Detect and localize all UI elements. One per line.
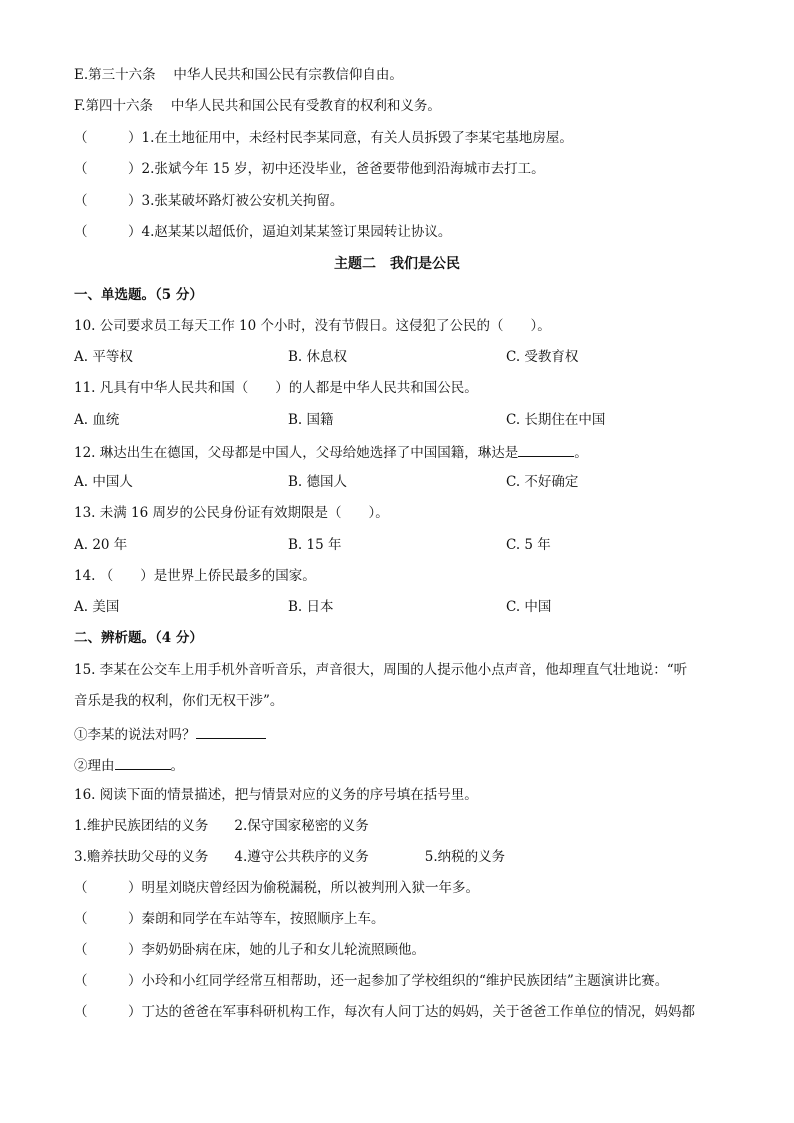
q12-stem-text: 12. 琳达出生在德国，父母都是中国人，父母给她选择了中国国籍，琳达是 [74,445,519,461]
duty-5: 5.纳税的义务 [424,849,506,865]
q15-sub1-blank[interactable] [196,724,266,739]
scenario-2: （ ）秦朗和同学在车站等车，按照顺序上车。 [74,911,385,927]
section2-heading: 二、辨析题。（4 分） [74,630,203,646]
q14-option-b: B. 日本 [288,599,334,615]
duties-row-2 [74,848,505,866]
q14-option-a: A. 美国 [74,599,120,615]
question-14-stem: 14. （ ）是世界上侨民最多的国家。 [74,568,316,584]
q15-sub2-blank[interactable] [115,755,171,770]
article-e-line: E.第三十六条 中华人民共和国公民有宗教信仰自由。 [74,67,403,83]
question-16-stem: 16. 阅读下面的情景描述，把与情景对应的义务的序号填在括号里。 [74,787,478,803]
q13-option-c: C. 5 年 [506,537,551,553]
match-item-3: （ ）3.张某破坏路灯被公安机关拘留。 [74,193,344,209]
scenario-5: （ ）丁达的爸爸在军事科研机构工作，每次有人问丁达的妈妈，关于爸爸工作单位的情况，妈妈都 [74,1004,695,1020]
q14-option-c: C. 中国 [506,599,552,615]
match-item-2: （ ）2.张斌今年 15 岁，初中还没毕业，爸爸要带他到沿海城市去打工。 [74,161,545,177]
duty-4: 4.遵守公共秩序的义务 [234,849,369,865]
q12-option-c: C. 不好确定 [506,474,579,490]
section1-heading: 一、单选题。（5 分） [74,287,203,303]
q15-sub2-end: 。 [170,758,184,774]
duties-row-1 [74,817,369,835]
scenario-1: （ ）明星刘晓庆曾经因为偷税漏税，所以被判刑入狱一年多。 [74,880,479,896]
q11-option-a: A. 血统 [74,412,120,428]
question-15-line1: 15. 李某在公交车上用手机外音听音乐，声音很大，周围的人提示他小点声音，他却理直气壮地说：“听 [74,662,688,678]
q10-option-b: B. 休息权 [288,349,348,365]
q11-option-c: C. 长期住在中国 [506,412,606,428]
theme-title: 主题二 我们是公民 [334,256,460,272]
question-15-sub1 [74,724,266,744]
question-15-sub2 [74,755,184,775]
match-item-1: （ ）1.在土地征用中，未经村民李某同意，有关人员拆毁了李某宅基地房屋。 [74,130,573,146]
q13-option-a: A. 20 年 [74,537,128,553]
question-11-stem: 11. 凡具有中华人民共和国（ ）的人都是中华人民共和国公民。 [74,380,478,396]
scenario-3: （ ）李奶奶卧病在床，她的儿子和女儿轮流照顾他。 [74,942,425,958]
q12-answer-blank[interactable] [518,442,574,457]
duty-1: 1.维护民族团结的义务 [74,818,209,834]
question-15-line2: 音乐是我的权利，你们无权干涉”。 [74,693,284,709]
q13-option-b: B. 15 年 [288,537,342,553]
question-10-stem: 10. 公司要求员工每天工作 10 个小时，没有节假日。这侵犯了公民的（ ）。 [74,318,551,334]
q11-option-b: B. 国籍 [288,412,334,428]
q15-sub2-text: ②理由 [74,758,115,774]
scenario-4: （ ）小玲和小红同学经常互相帮助，还一起参加了学校组织的“维护民族团结”主题演讲比赛。 [74,973,669,989]
match-item-4: （ ）4.赵某某以超低价，逼迫刘某某签订果园转让协议。 [74,224,452,240]
article-f-line: F.第四十六条 中华人民共和国公民有受教育的权利和义务。 [74,98,441,114]
duty-2: 2.保守国家秘密的义务 [234,818,369,834]
q12-option-b: B. 德国人 [288,474,348,490]
q10-option-c: C. 受教育权 [506,349,579,365]
question-12-stem [74,442,588,462]
q12-option-a: A. 中国人 [74,474,133,490]
q15-sub1-text: ①李某的说法对吗？ [74,727,196,743]
duty-3: 3.赡养扶助父母的义务 [74,849,209,865]
question-13-stem: 13. 未满 16 周岁的公民身份证有效期限是（ ）。 [74,505,389,521]
q12-stem-end: 。 [574,445,588,461]
q10-option-a: A. 平等权 [74,349,133,365]
